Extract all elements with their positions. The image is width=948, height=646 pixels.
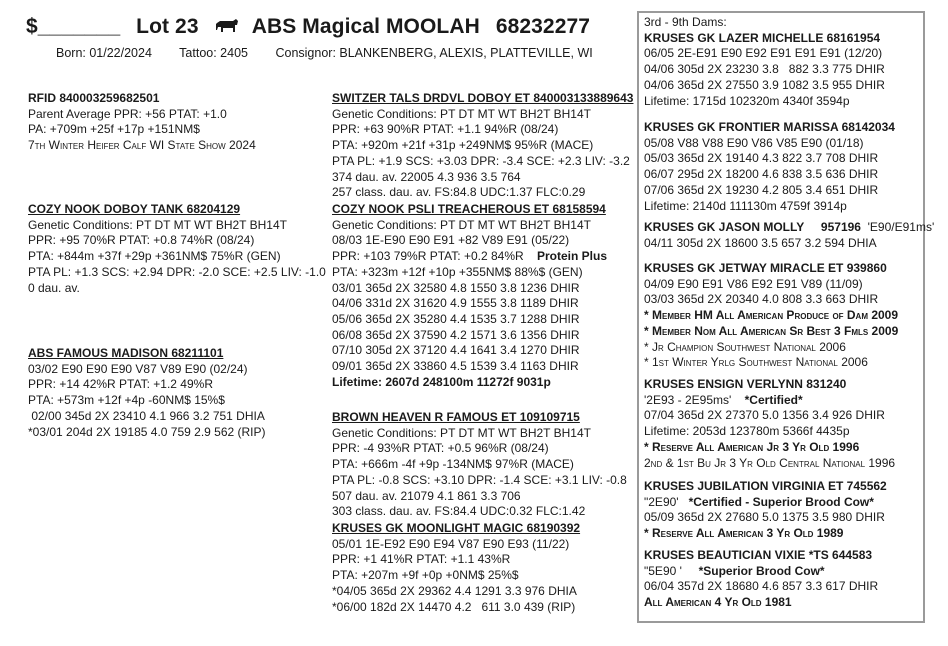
- dam-3-line: 04/06 365d 2X 27550 3.9 1082 3.5 955 DHIR: [644, 77, 885, 92]
- dam-8-score: "2E90': [644, 494, 679, 509]
- born-date: Born: 01/22/2024: [56, 46, 152, 60]
- sire-dam-lifetime: Lifetime: 2607d 248100m 11272f 9031p: [332, 374, 551, 389]
- rfid-block: [28, 91, 256, 154]
- dam-dam-line: PTA: +207m +9f +0p +0NM$ 25%$: [332, 568, 519, 583]
- dam-9-title: KRUSES BEAUTICIAN VIXIE *TS 644583: [644, 548, 873, 562]
- dam-5: [644, 220, 934, 251]
- dam-sire-line: PTA PL: -0.8 SCS: +3.10 DPR: -1.4 SCE: +3.1 LIV: -0.8: [332, 472, 627, 487]
- dam-6: [644, 261, 898, 371]
- dam-line: 02/00 345d 2X 23410 4.1 966 3.2 751 DHIA: [28, 408, 265, 423]
- dam-9-line: 06/04 357d 2X 18680 4.6 857 3.3 617 DHIR: [644, 579, 879, 594]
- dam-dam-line: 05/01 1E-E92 E90 E94 V87 E90 E93 (11/22): [332, 536, 570, 551]
- dam-8-award: * Reserve All American 3 Yr Old 1989: [644, 526, 844, 541]
- dam-8-score-line: [644, 495, 887, 511]
- dam-8-line: 05/09 365d 2X 27680 5.0 1375 3.5 980 DHIR: [644, 510, 885, 525]
- dam-7-score-line: [644, 393, 895, 409]
- dam-7-award: * Reserve All American Jr 3 Yr Old 1996: [644, 439, 860, 454]
- dam-6-line: 04/09 E90 E91 V86 E92 E91 V89 (11/09): [644, 276, 863, 291]
- dam-4-line: 05/03 365d 2X 19140 4.3 822 3.7 708 DHIR: [644, 151, 879, 166]
- dam-6-award: * 1st Winter Yrlg Southwest National 2006: [644, 355, 868, 370]
- sire-dam-ppr-line: [332, 249, 607, 265]
- dam-6-line: 03/03 365d 2X 20340 4.0 808 3.3 663 DHIR: [644, 292, 879, 307]
- dam-8-certified: *Certified - Superior Brood Cow*: [688, 494, 874, 509]
- sire-sire-title: COZY NOOK DOBOY TANK 68204129: [28, 202, 241, 216]
- dam-5-title: KRUSES GK JASON MOLLY: [644, 220, 805, 234]
- dam-4-line: 05/08 V88 V88 E90 V86 V85 E90 (01/18): [644, 135, 864, 150]
- consignor: Consignor: BLANKENBERG, ALEXIS, PLATTEVILLE, WI: [275, 46, 593, 60]
- sire-block: [332, 91, 633, 201]
- dam-7-award: 2nd & 1st Bu Jr 3 Yr Old Central National 1996: [644, 455, 896, 470]
- dam-9-score: "5E90 ': [644, 563, 682, 578]
- dam-7-line: 07/04 365d 2X 27370 5.0 1356 3.4 926 DHIR: [644, 408, 885, 423]
- dam-dam-line: *06/00 182d 2X 14470 4.2 611 3.0 439 (RIP): [332, 599, 576, 614]
- dam-dam-line: *04/05 365d 2X 29362 4.4 1291 3.3 976 DHIA: [332, 583, 577, 598]
- sire-dam-line: 03/01 365d 2X 32580 4.8 1550 3.8 1236 DHIR: [332, 280, 580, 295]
- dam-3-title: KRUSES GK LAZER MICHELLE 68161954: [644, 30, 881, 45]
- sire-sire-line: PPR: +95 70%R PTAT: +0.8 74%R (08/24): [28, 233, 255, 248]
- lot-number: Lot 23: [136, 15, 199, 38]
- registration-number: 68232277: [495, 15, 591, 38]
- dam-sire-line: Genetic Conditions: PT DT MT WT BH2T BH14T: [332, 425, 591, 440]
- dam-line: PTA: +573m +12f +4p -60NM$ 15%$: [28, 393, 225, 408]
- sire-line: PTA: +920m +21f +31p +249NM$ 95%R (MACE): [332, 138, 594, 153]
- tattoo: Tattoo: 2405: [179, 46, 248, 60]
- animal-name: ABS Magical MOOLAH: [251, 15, 480, 38]
- dam-7-score: '2E93 - 2E95ms': [644, 392, 732, 407]
- sire-line: PTA PL: +1.9 SCS: +3.03 DPR: -3.4 SCE: +2.3 LIV: -3.2: [332, 153, 630, 168]
- sire-dam-line: Genetic Conditions: PT DT MT WT BH2T BH14T: [332, 217, 591, 232]
- sire-dam-line: 04/06 331d 2X 31620 4.9 1555 3.8 1189 DHIR: [332, 296, 579, 311]
- sire-line: Genetic Conditions: PT DT MT WT BH2T BH14T: [332, 106, 591, 121]
- dam-line: PPR: +14 42%R PTAT: +1.2 49%R: [28, 377, 213, 392]
- show-award: 7th Winter Heifer Calf WI State Show 2024: [28, 138, 256, 153]
- sire-line: 374 dau. av. 22005 4.3 936 3.5 764: [332, 169, 521, 184]
- dam-9-award: All American 4 Yr Old 1981: [644, 595, 792, 610]
- dam-4-line: Lifetime: 2140d 111130m 4759f 3914p: [644, 198, 847, 213]
- dam-dam-block: [332, 521, 580, 615]
- dam-line: *03/01 204d 2X 19185 4.0 759 2.9 562 (RIP): [28, 424, 266, 439]
- dam-7-title: KRUSES ENSIGN VERLYNN 831240: [644, 377, 847, 391]
- lot-header: [26, 15, 600, 39]
- dam-7: [644, 377, 895, 471]
- sire-sire-block: [28, 202, 326, 296]
- dam-line: 03/02 E90 E90 E90 V87 V89 E90 (02/24): [28, 361, 248, 376]
- price-blank: $_______: [26, 15, 121, 38]
- dam-3-line: Lifetime: 1715d 102320m 4340f 3594p: [644, 93, 850, 108]
- dam-sire-line: 303 class. dau. av. FS:84.4 UDC:0.32 FLC:1.42: [332, 504, 586, 519]
- sire-dam-line: 06/08 365d 2X 37590 4.2 1571 3.6 1356 DHIR: [332, 327, 580, 342]
- dams-heading: 3rd - 9th Dams:: [644, 15, 727, 29]
- dam-4-line: 06/07 295d 2X 18200 4.6 838 3.5 636 DHIR: [644, 167, 879, 182]
- sire-dam-ppr: PPR: +103 79%R PTAT: +0.2 84%R: [332, 249, 524, 264]
- sire-line: 257 class. dau. av. FS:84.8 UDC:1.37 FLC:0.29: [332, 185, 586, 200]
- protein-plus-badge: Protein Plus: [537, 249, 608, 264]
- sire-dam-line: 05/06 365d 2X 35280 4.4 1535 3.7 1288 DHIR: [332, 311, 580, 326]
- sire-line: PPR: +63 90%R PTAT: +1.1 94%R (08/24): [332, 122, 559, 137]
- dam-9: [644, 548, 878, 611]
- dam-title: ABS FAMOUS MADISON 68211101: [28, 346, 224, 360]
- extended-dams-box: [637, 11, 935, 623]
- dam-5-reg: 957196: [820, 220, 861, 234]
- dam-9-certified: *Superior Brood Cow*: [698, 563, 825, 578]
- sire-sire-line: PTA PL: +1.3 SCS: +2.94 DPR: -2.0 SCE: +2.5 LIV: -1.0: [28, 264, 326, 279]
- parent-average: Parent Average PPR: +56 PTAT: +1.0: [28, 106, 227, 121]
- dam-dam-line: PPR: +1 41%R PTAT: +1.1 43%R: [332, 552, 511, 567]
- rfid-title: RFID 840003259682501: [28, 91, 160, 105]
- dam-7-line: Lifetime: 2053d 123780m 5366f 4435p: [644, 424, 850, 439]
- dam-5-title-line: [644, 220, 934, 236]
- dam-sire-block: [332, 410, 627, 520]
- sire-sire-line: PTA: +844m +37f +29p +361NM$ 75%R (GEN): [28, 249, 281, 264]
- cow-icon: [215, 17, 239, 35]
- dam-9-score-line: [644, 564, 878, 580]
- sire-title: SWITZER TALS DRDVL DOBOY ET 840003133889643: [332, 91, 634, 105]
- sire-dam-title: COZY NOOK PSLI TREACHEROUS ET 68158594: [332, 202, 606, 216]
- dam-6-award: * Member HM All American Produce of Dam 2009: [644, 308, 899, 323]
- dam-5-score: 'E90/E91ms': [867, 220, 935, 234]
- sire-sire-line: Genetic Conditions: PT DT MT WT BH2T BH14T: [28, 217, 287, 232]
- dam-4-line: 07/06 365d 2X 19230 4.2 805 3.4 651 DHIR: [644, 182, 879, 197]
- dam-7-certified: *Certified*: [744, 392, 803, 407]
- sire-dam-line: PTA: +323m +12f +10p +355NM$ 88%$ (GEN): [332, 264, 583, 279]
- dam-block: [28, 346, 266, 440]
- dam-sire-line: PTA: +666m -4f +9p -134NM$ 97%R (MACE): [332, 457, 574, 472]
- sire-dam-line: 08/03 1E-E90 E90 E91 +82 V89 E91 (05/22): [332, 233, 570, 248]
- dam-4-title: KRUSES GK FRONTIER MARISSA 68142034: [644, 120, 895, 134]
- dam-4: [644, 120, 895, 214]
- dam-sire-line: 507 dau. av. 21079 4.1 861 3.3 706: [332, 488, 521, 503]
- sire-dam-block: [332, 202, 607, 390]
- birth-info: [56, 46, 617, 60]
- dam-5-line: 04/11 305d 2X 18600 3.5 657 3.2 594 DHIA: [644, 235, 877, 250]
- parent-average-pta: PA: +709m +25f +17p +151NM$: [28, 122, 200, 137]
- dam-8: [644, 479, 887, 542]
- sire-dam-line: 07/10 305d 2X 37120 4.4 1641 3.4 1270 DHIR: [332, 343, 580, 358]
- dam-sire-line: PPR: -4 93%R PTAT: +0.5 96%R (08/24): [332, 441, 549, 456]
- dam-6-award: * Jr Champion Southwest National 2006: [644, 339, 846, 354]
- sire-sire-line: 0 dau. av.: [28, 280, 80, 295]
- dam-6-title: KRUSES GK JETWAY MIRACLE ET 939860: [644, 261, 887, 275]
- dam-3-line: 04/06 305d 2X 23230 3.8 882 3.3 775 DHIR: [644, 62, 885, 77]
- dam-8-title: KRUSES JUBILATION VIRGINIA ET 745562: [644, 479, 887, 493]
- dam-dam-title: KRUSES GK MOONLIGHT MAGIC 68190392: [332, 521, 581, 535]
- sire-dam-line: 09/01 365d 2X 33860 4.5 1539 3.4 1163 DHIR: [332, 359, 579, 374]
- dam-3: [644, 15, 885, 109]
- dam-6-award: * Member Nom All American Sr Best 3 Fmls 2009: [644, 323, 899, 338]
- dam-3-line: 06/05 2E-E91 E90 E92 E91 E91 E91 (12/20): [644, 46, 883, 61]
- dam-sire-title: BROWN HEAVEN R FAMOUS ET 109109715: [332, 410, 580, 424]
